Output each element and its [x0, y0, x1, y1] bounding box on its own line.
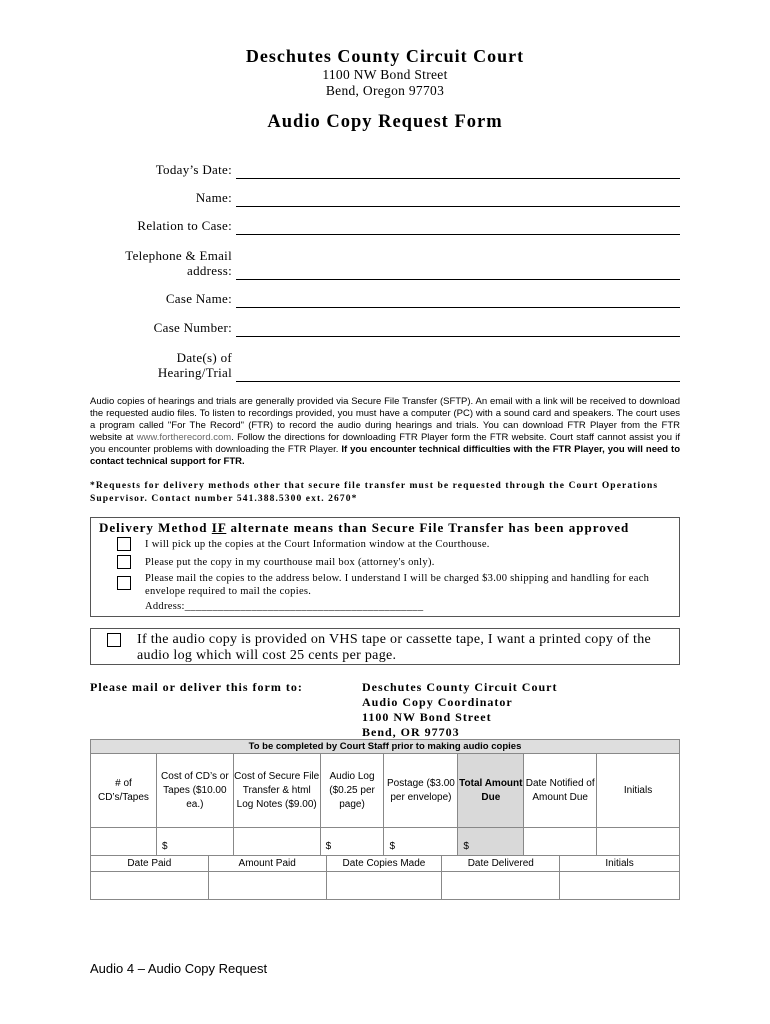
- cost-sftp-cell[interactable]: [233, 828, 320, 856]
- col-postage: Postage ($3.00 per envelope): [384, 754, 458, 828]
- hearing-dates-label: Date(s) of Hearing/Trial: [157, 350, 232, 380]
- cost-cds-cell[interactable]: $: [156, 828, 233, 856]
- payment-table: [90, 855, 680, 900]
- total-due-cell[interactable]: $: [458, 828, 524, 856]
- col-initials: Initials: [597, 754, 680, 828]
- col-audio-log: Audio Log ($0.25 per page): [320, 754, 384, 828]
- delivery-method-title: [99, 520, 629, 536]
- relation-to-case-label: Relation to Case:: [137, 218, 232, 233]
- num-cds-cell[interactable]: [91, 828, 157, 856]
- todays-date-label: Today’s Date:: [155, 162, 232, 177]
- vhs-audio-log-checkbox[interactable]: [107, 633, 121, 647]
- form-header: [0, 46, 770, 99]
- pickup-checkbox[interactable]: [117, 537, 131, 551]
- court-address-line2: Bend, Oregon 97703: [325, 83, 445, 98]
- vhs-audio-log-section: [90, 628, 680, 665]
- court-address-line1: 1100 NW Bond Street: [322, 67, 448, 82]
- date-paid-cell[interactable]: [91, 872, 209, 900]
- delivery-methods-note: *Requests for delivery methods other that secure file transfer must be requested through the Court Operations Supervisor. Contact number 541.388.5300 ext. 2670*: [90, 481, 659, 504]
- mail-to-line2: Audio Copy Coordinator: [362, 695, 513, 709]
- payment-initials-cell[interactable]: [560, 872, 680, 900]
- mail-to-line1: Deschutes County Circuit Court: [362, 680, 558, 694]
- amount-paid-cell[interactable]: [208, 872, 326, 900]
- hearing-dates-line[interactable]: [236, 381, 680, 382]
- col-date-delivered: Date Delivered: [442, 856, 560, 872]
- case-number-label: Case Number:: [153, 320, 232, 335]
- sftp-instructions: [90, 396, 680, 468]
- col-cost-sftp: Cost of Secure File Transfer & html Log Notes ($9.00): [233, 754, 320, 828]
- page-footer: Audio 4 – Audio Copy Request: [90, 961, 268, 976]
- col-num-cds: # of CD’s/Tapes: [91, 754, 157, 828]
- col-date-paid: Date Paid: [91, 856, 209, 872]
- case-number-field[interactable]: [90, 303, 680, 337]
- col-total-due: Total Amount Due: [458, 754, 524, 828]
- court-name: Deschutes County Circuit Court: [245, 46, 525, 66]
- case-number-line[interactable]: [236, 336, 680, 337]
- relation-to-case-field[interactable]: [90, 201, 680, 235]
- mail-to-label: Please mail or deliver this form to:: [90, 680, 303, 694]
- mail-to-address: [362, 680, 557, 740]
- mail-address-line[interactable]: Address:___________________________________________: [145, 601, 424, 612]
- col-amount-paid: Amount Paid: [208, 856, 326, 872]
- pickup-option-label: I will pick up the copies at the Court Information window at the Courthouse.: [145, 539, 490, 550]
- staff-table-caption: To be completed by Court Staff prior to making audio copies: [91, 740, 680, 754]
- col-date-notified: Date Notified of Amount Due: [524, 754, 597, 828]
- mail-copies-option-label: Please mail the copies to the address below. I understand I will be charged $3.00 shipping and handling for each envelope required to mail the copies.: [145, 573, 650, 597]
- courthouse-mailbox-option-label: Please put the copy in my courthouse mail box (attorney's only).: [145, 557, 435, 568]
- col-date-copies-made: Date Copies Made: [326, 856, 442, 872]
- date-delivered-cell[interactable]: [442, 872, 560, 900]
- tech-support-note: If you encounter technical difficulties with the FTR Player, you will need to contact technical support for FTR.: [90, 444, 681, 467]
- hearing-dates-field[interactable]: [90, 348, 680, 382]
- sftp-instructions-text-2: . Follow the directions for downloading FTR Player form the FTR website. Court staff cannot assist you if you encounter problems with downloading the FTR Player.: [90, 432, 681, 455]
- mail-to-line3: 1100 NW Bond Street: [362, 710, 492, 724]
- ftr-website-link[interactable]: www.fortherecord.com: [136, 432, 232, 443]
- col-payment-initials: Initials: [560, 856, 680, 872]
- case-name-label: Case Name:: [165, 291, 232, 306]
- mail-copies-checkbox[interactable]: [117, 576, 131, 590]
- audio-log-cell[interactable]: $: [320, 828, 384, 856]
- delivery-title-post: alternate means than Secure File Transfer has been approved: [226, 520, 630, 535]
- courthouse-mailbox-checkbox[interactable]: [117, 555, 131, 569]
- initials-cell[interactable]: [597, 828, 680, 856]
- telephone-email-label: Telephone & Email address:: [125, 248, 232, 278]
- col-cost-cds: Cost of CD’s or Tapes ($10.00 ea.): [156, 754, 233, 828]
- vhs-audio-log-label: If the audio copy is provided on VHS tape or cassette tape, I want a printed copy of the audio log which will cost 25 cents per page.: [137, 632, 652, 663]
- mail-to-line4: Bend, OR 97703: [362, 725, 460, 739]
- staff-cost-table: [90, 739, 680, 856]
- sftp-instructions-text: Audio copies of hearings and trials are generally provided via Secure File Transfer (SFTP). An email with a link will be received to download the requested audio files. To listen to recordings provided, you must have a computer (PC) with a sound card and speakers. The court uses a program called "For The Record" (FTR) to record the audio during hearings and trials. You can download FTR Player from the FTR website at: [90, 396, 680, 443]
- relation-to-case-line[interactable]: [236, 234, 680, 235]
- delivery-method-section: [90, 517, 680, 617]
- date-notified-cell[interactable]: [524, 828, 597, 856]
- postage-cell[interactable]: $: [384, 828, 458, 856]
- name-label: Name:: [195, 190, 232, 205]
- date-copies-made-cell[interactable]: [326, 872, 442, 900]
- form-title: Audio Copy Request Form: [267, 112, 503, 132]
- delivery-title-if: IF: [211, 520, 227, 535]
- delivery-title-pre: Delivery Method: [99, 520, 212, 535]
